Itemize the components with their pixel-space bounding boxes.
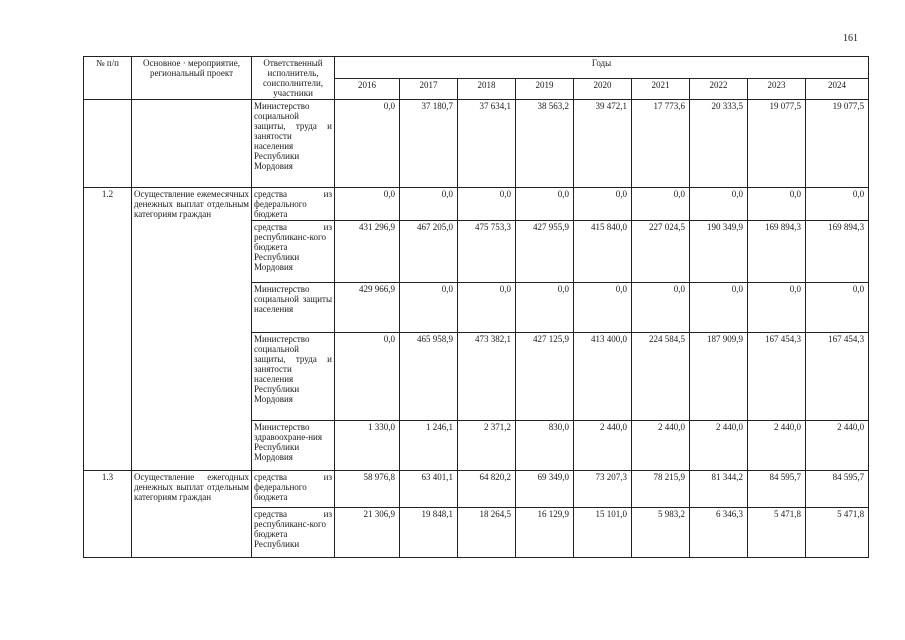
value-cell-2021: 78 215,9 <box>632 471 690 508</box>
value-cell-2024: 19 077,5 <box>806 100 869 188</box>
activity-name: Осуществление ежемесячных денежных выплат отдельным категориям граждан <box>132 188 252 471</box>
header-num: № п/п <box>84 57 132 100</box>
value-cell-2018: 473 382,1 <box>458 333 516 421</box>
value-cell-2022: 2 440,0 <box>690 421 748 471</box>
value-cell-2024: 169 894,3 <box>806 221 869 283</box>
responsible-party: Министерство социальной защиты, труда и занятости населения Республики Мордовия <box>252 100 335 188</box>
value-cell-2023: 19 077,5 <box>748 100 806 188</box>
activity-name <box>132 100 252 188</box>
value-cell-2022: 6 346,3 <box>690 508 748 558</box>
value-cell-2021: 224 584,5 <box>632 333 690 421</box>
value-cell-2016: 21 306,9 <box>335 508 400 558</box>
value-cell-2021: 17 773,6 <box>632 100 690 188</box>
value-cell-2018: 18 264,5 <box>458 508 516 558</box>
row-number: 1.3 <box>84 471 132 558</box>
value-cell-2016: 1 330,0 <box>335 421 400 471</box>
value-cell-2021: 0,0 <box>632 283 690 333</box>
value-cell-2016: 0,0 <box>335 188 400 221</box>
header-year-2018: 2018 <box>458 78 516 100</box>
value-cell-2017: 0,0 <box>400 188 458 221</box>
value-cell-2018: 475 753,3 <box>458 221 516 283</box>
budget-table <box>83 56 869 558</box>
value-cell-2017: 37 180,7 <box>400 100 458 188</box>
value-cell-2020: 73 207,3 <box>574 471 632 508</box>
value-cell-2018: 37 634,1 <box>458 100 516 188</box>
row-number: 1.2 <box>84 188 132 471</box>
value-cell-2016: 431 296,9 <box>335 221 400 283</box>
value-cell-2022: 0,0 <box>690 283 748 333</box>
value-cell-2022: 187 909,9 <box>690 333 748 421</box>
value-cell-2023: 0,0 <box>748 283 806 333</box>
value-cell-2022: 0,0 <box>690 188 748 221</box>
responsible-party: средства из федерального бюджета <box>252 471 335 508</box>
table-row <box>84 471 869 508</box>
value-cell-2019: 16 129,9 <box>516 508 574 558</box>
value-cell-2024: 2 440,0 <box>806 421 869 471</box>
value-cell-2019: 427 125,9 <box>516 333 574 421</box>
value-cell-2019: 0,0 <box>516 283 574 333</box>
value-cell-2017: 467 205,0 <box>400 221 458 283</box>
value-cell-2017: 1 246,1 <box>400 421 458 471</box>
value-cell-2020: 413 400,0 <box>574 333 632 421</box>
header-year-2023: 2023 <box>748 78 806 100</box>
value-cell-2024: 5 471,8 <box>806 508 869 558</box>
value-cell-2019: 427 955,9 <box>516 221 574 283</box>
value-cell-2017: 63 401,1 <box>400 471 458 508</box>
value-cell-2019: 69 349,0 <box>516 471 574 508</box>
value-cell-2021: 2 440,0 <box>632 421 690 471</box>
value-cell-2016: 429 966,9 <box>335 283 400 333</box>
responsible-party: средства из республиканс-кого бюджета Республики <box>252 508 335 558</box>
value-cell-2018: 0,0 <box>458 188 516 221</box>
value-cell-2023: 5 471,8 <box>748 508 806 558</box>
value-cell-2019: 38 563,2 <box>516 100 574 188</box>
header-year-2024: 2024 <box>806 78 869 100</box>
value-cell-2021: 227 024,5 <box>632 221 690 283</box>
value-cell-2020: 2 440,0 <box>574 421 632 471</box>
header-activity: Основное · мероприятие, региональный проект <box>132 57 252 100</box>
table-header <box>84 57 869 100</box>
value-cell-2023: 0,0 <box>748 188 806 221</box>
row-number <box>84 100 132 188</box>
header-responsible: Ответственный исполнитель, соисполнители, участники <box>252 57 335 100</box>
value-cell-2017: 0,0 <box>400 283 458 333</box>
value-cell-2023: 84 595,7 <box>748 471 806 508</box>
responsible-party: средства из республиканс-кого бюджета Республики Мордовия <box>252 221 335 283</box>
value-cell-2019: 0,0 <box>516 188 574 221</box>
header-year-2016: 2016 <box>335 78 400 100</box>
value-cell-2020: 0,0 <box>574 283 632 333</box>
value-cell-2022: 81 344,2 <box>690 471 748 508</box>
responsible-party: Министерство социальной защиты населения <box>252 283 335 333</box>
value-cell-2024: 84 595,7 <box>806 471 869 508</box>
value-cell-2019: 830,0 <box>516 421 574 471</box>
value-cell-2021: 0,0 <box>632 188 690 221</box>
value-cell-2016: 0,0 <box>335 100 400 188</box>
header-year-2020: 2020 <box>574 78 632 100</box>
value-cell-2020: 0,0 <box>574 188 632 221</box>
header-years-label: Годы <box>335 57 869 79</box>
value-cell-2017: 465 958,9 <box>400 333 458 421</box>
header-year-2017: 2017 <box>400 78 458 100</box>
header-year-2022: 2022 <box>690 78 748 100</box>
value-cell-2021: 5 983,2 <box>632 508 690 558</box>
value-cell-2018: 2 371,2 <box>458 421 516 471</box>
value-cell-2020: 39 472,1 <box>574 100 632 188</box>
value-cell-2023: 169 894,3 <box>748 221 806 283</box>
table-row <box>84 100 869 188</box>
value-cell-2024: 0,0 <box>806 188 869 221</box>
table-row <box>84 188 869 221</box>
value-cell-2022: 190 349,9 <box>690 221 748 283</box>
value-cell-2016: 0,0 <box>335 333 400 421</box>
value-cell-2018: 0,0 <box>458 283 516 333</box>
value-cell-2020: 415 840,0 <box>574 221 632 283</box>
value-cell-2023: 167 454,3 <box>748 333 806 421</box>
activity-name: Осуществление ежегодных денежных выплат отдельным категориям граждан <box>132 471 252 558</box>
value-cell-2018: 64 820,2 <box>458 471 516 508</box>
value-cell-2022: 20 333,5 <box>690 100 748 188</box>
value-cell-2023: 2 440,0 <box>748 421 806 471</box>
responsible-party: Министерство социальной защиты, труда и занятости населения Республики Мордовия <box>252 333 335 421</box>
header-year-2019: 2019 <box>516 78 574 100</box>
value-cell-2024: 0,0 <box>806 283 869 333</box>
header-year-2021: 2021 <box>632 78 690 100</box>
responsible-party: Министерство здравоохране-ния Республики Мордовия <box>252 421 335 471</box>
table-body <box>84 100 869 558</box>
value-cell-2016: 58 976,8 <box>335 471 400 508</box>
responsible-party: средства из федерального бюджета <box>252 188 335 221</box>
page-number: 161 <box>843 33 858 44</box>
value-cell-2017: 19 848,1 <box>400 508 458 558</box>
value-cell-2024: 167 454,3 <box>806 333 869 421</box>
value-cell-2020: 15 101,0 <box>574 508 632 558</box>
